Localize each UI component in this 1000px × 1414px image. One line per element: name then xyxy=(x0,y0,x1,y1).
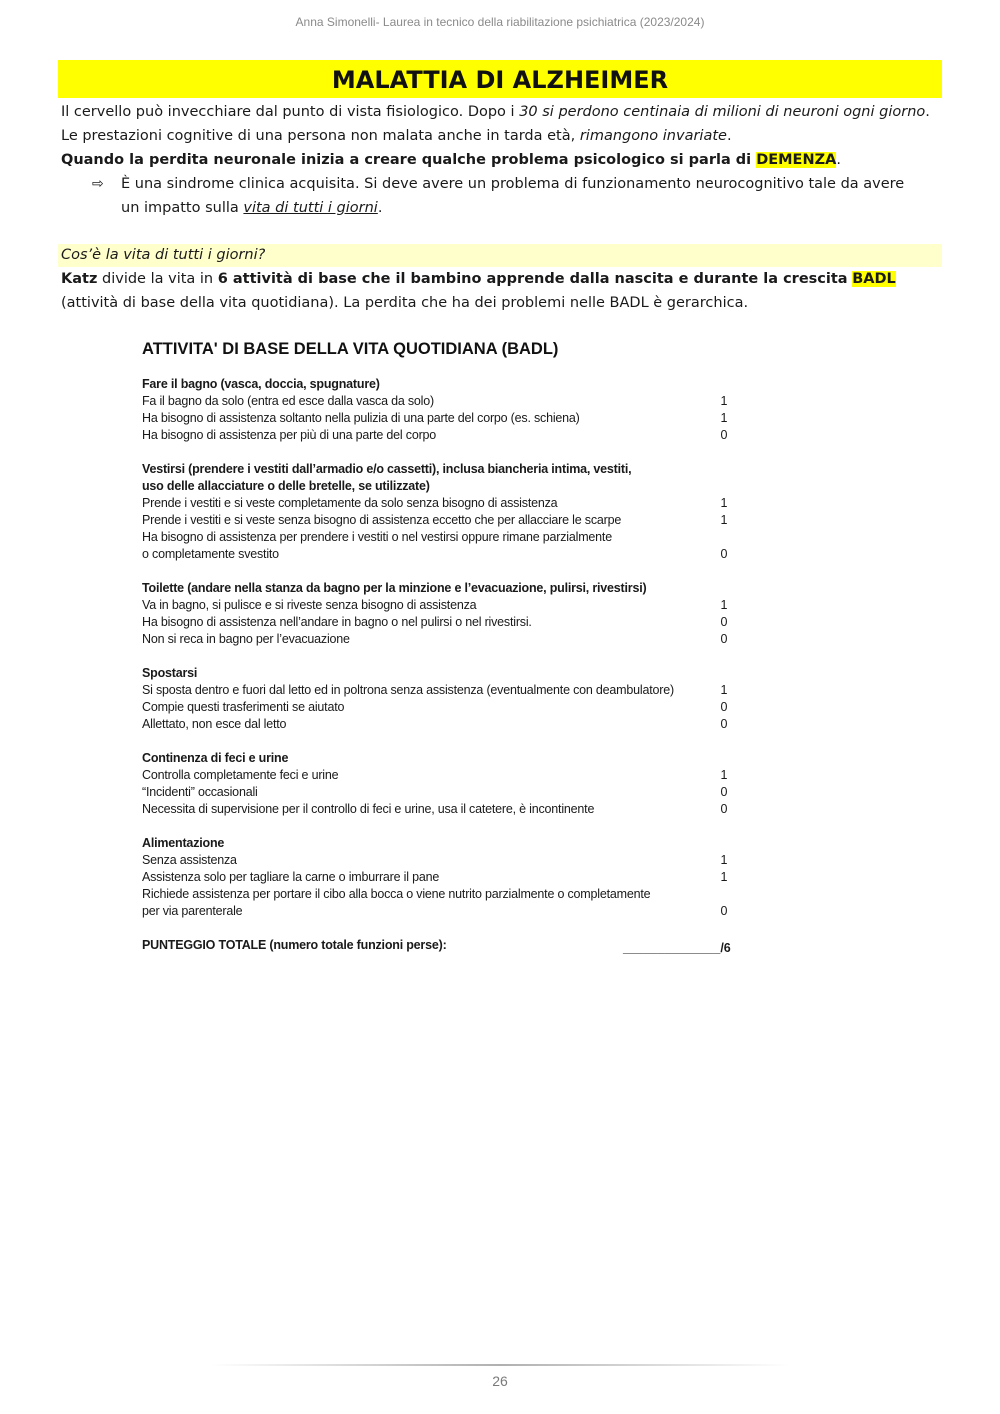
badl-item: Necessita di supervisione per il controllo di feci e urine, usa il catetere, è incontinente xyxy=(142,802,595,816)
intro-text-b: 30 si perdono centinaia di milioni di neuroni ogni giorno xyxy=(519,104,926,120)
badl-section-heading: Toilette (andare nella stanza da bagno per la minzione e l’evacuazione, pulirsi, rivestirsi) xyxy=(142,581,647,595)
badl-item-score: 1 xyxy=(720,394,728,408)
badl-section-heading: uso delle allacciature o delle bretelle, se utilizzate) xyxy=(142,479,430,493)
badl-item-score: 1 xyxy=(720,496,728,510)
badl-item-score: 0 xyxy=(720,428,728,442)
badl-item: “Incidenti” occasionali xyxy=(142,785,258,799)
badl-item: Compie questi trasferimenti se aiutato xyxy=(142,700,345,714)
badl-section-heading: Alimentazione xyxy=(142,836,225,850)
badl-item-score: 0 xyxy=(720,785,728,799)
question-text: Cos’è la vita di tutti i giorni? xyxy=(61,247,266,263)
badl-item-score: 1 xyxy=(720,768,728,782)
total-score-blank: ______________/6 xyxy=(623,941,731,955)
badl-item-score: 0 xyxy=(720,615,728,629)
badl-item-score: 1 xyxy=(720,598,728,612)
badl-item: Prende i vestiti e si veste senza bisogno di assistenza eccetto che per allacciare le scarpe xyxy=(142,513,622,527)
badl-item-score: 0 xyxy=(720,904,728,918)
badl-item-score: 0 xyxy=(720,547,728,561)
dementia-text-c: . xyxy=(836,152,841,168)
badl-item: Fa il bagno da solo (entra ed esce dalla vasca da solo) xyxy=(142,394,434,408)
badl-table-title: ATTIVITA' DI BASE DELLA VITA QUOTIDIANA (BADL) xyxy=(142,340,559,358)
badl-item: Controlla completamente feci e urine xyxy=(142,768,339,782)
footer-divider xyxy=(210,1364,790,1366)
bullet-text-c: . xyxy=(377,200,383,216)
badl-section-heading: Spostarsi xyxy=(142,666,198,680)
badl-item: Senza assistenza xyxy=(142,853,237,867)
badl-item: Ha bisogno di assistenza per prendere i vestiti o nel vestirsi oppure rimane parzialmente xyxy=(142,530,612,544)
badl-section-heading: Continenza di feci e urine xyxy=(142,751,289,765)
badl-item-score: 0 xyxy=(720,700,728,714)
badl-item: Allettato, non esce dal letto xyxy=(142,717,287,731)
syndrome-bullet xyxy=(121,172,921,220)
badl-item: per via parenterale xyxy=(142,904,243,918)
badl-item-score: 1 xyxy=(720,853,728,867)
badl-highlight: BADL xyxy=(852,271,896,287)
badl-item: Prende i vestiti e si veste completamente da solo senza bisogno di assistenza xyxy=(142,496,558,510)
dementia-highlight: DEMENZA xyxy=(756,152,837,168)
badl-item: Va in bagno, si pulisce e si riveste senza bisogno di assistenza xyxy=(142,598,477,612)
intro-text-a: Il cervello può invecchiare dal punto di vista fisiologico. Dopo i xyxy=(61,104,520,120)
bullet-text-b: vita di tutti i giorni xyxy=(243,200,378,216)
intro-text-d: rimangono invariate xyxy=(579,128,727,144)
bullet-text-a: È una sindrome clinica acquisita. Si deve avere un problema di funzionamento neurocognitivo tale da avere un impatto sulla xyxy=(121,176,905,216)
katz-paragraph xyxy=(61,267,941,315)
badl-item: Richiede assistenza per portare il cibo alla bocca o viene nutrito parzialmente o completamente xyxy=(142,887,651,901)
badl-section-heading: Vestirsi (prendere i vestiti dall’armadio e/o cassetti), inclusa biancheria intima, vestiti, xyxy=(142,462,632,476)
dementia-text-a: Quando la perdita neuronale inizia a creare qualche problema psicologico si parla di xyxy=(61,152,757,168)
page-header: Anna Simonelli- Laurea in tecnico della riabilitazione psichiatrica (2023/2024) xyxy=(295,15,705,29)
badl-item: o completamente svestito xyxy=(142,547,279,561)
badl-item-score: 1 xyxy=(720,683,728,697)
badl-item: Ha bisogno di assistenza per più di una parte del corpo xyxy=(142,428,437,442)
dementia-paragraph xyxy=(61,148,941,172)
badl-item-score: 1 xyxy=(720,411,728,425)
badl-item-score: 0 xyxy=(720,632,728,646)
arrow-bullet-icon: ⇨ xyxy=(92,176,104,192)
intro-paragraph xyxy=(61,100,941,148)
badl-item: Si sposta dentro e fuori dal letto ed in poltrona senza assistenza (eventualmente con deambulatore) xyxy=(142,683,674,697)
badl-item-score: 1 xyxy=(720,870,728,884)
badl-item-score: 0 xyxy=(720,717,728,731)
intro-text-c: . Le prestazioni cognitive di una persona non malata anche in tarda età, xyxy=(61,104,930,144)
katz-name: Katz xyxy=(61,271,98,287)
badl-section-heading: PUNTEGGIO TOTALE (numero totale funzioni perse): xyxy=(142,938,447,952)
badl-item: Non si reca in bagno per l’evacuazione xyxy=(142,632,350,646)
katz-text-b: divide la vita in xyxy=(97,271,218,287)
badl-item: Ha bisogno di assistenza soltanto nella pulizia di una parte del corpo (es. schiena) xyxy=(142,411,580,425)
katz-text-f: (attività di base della vita quotidiana). La perdita che ha dei problemi nelle BADL è gerarchica. xyxy=(61,295,749,311)
badl-item-score: 0 xyxy=(720,802,728,816)
katz-text-c: 6 attività di base che il bambino apprende dalla nascita e durante la crescita xyxy=(217,271,848,287)
badl-item: Assistenza solo per tagliare la carne o imburrare il pane xyxy=(142,870,440,884)
page-title: MALATTIA DI ALZHEIMER xyxy=(58,60,942,98)
intro-text-e: . xyxy=(726,128,732,144)
badl-item-score: 1 xyxy=(720,513,728,527)
badl-item: Ha bisogno di assistenza nell’andare in bagno o nel pulirsi o nel rivestirsi. xyxy=(142,615,532,629)
page-number: 26 xyxy=(492,1373,508,1389)
badl-section-heading: Fare il bagno (vasca, doccia, spugnature) xyxy=(142,377,380,391)
